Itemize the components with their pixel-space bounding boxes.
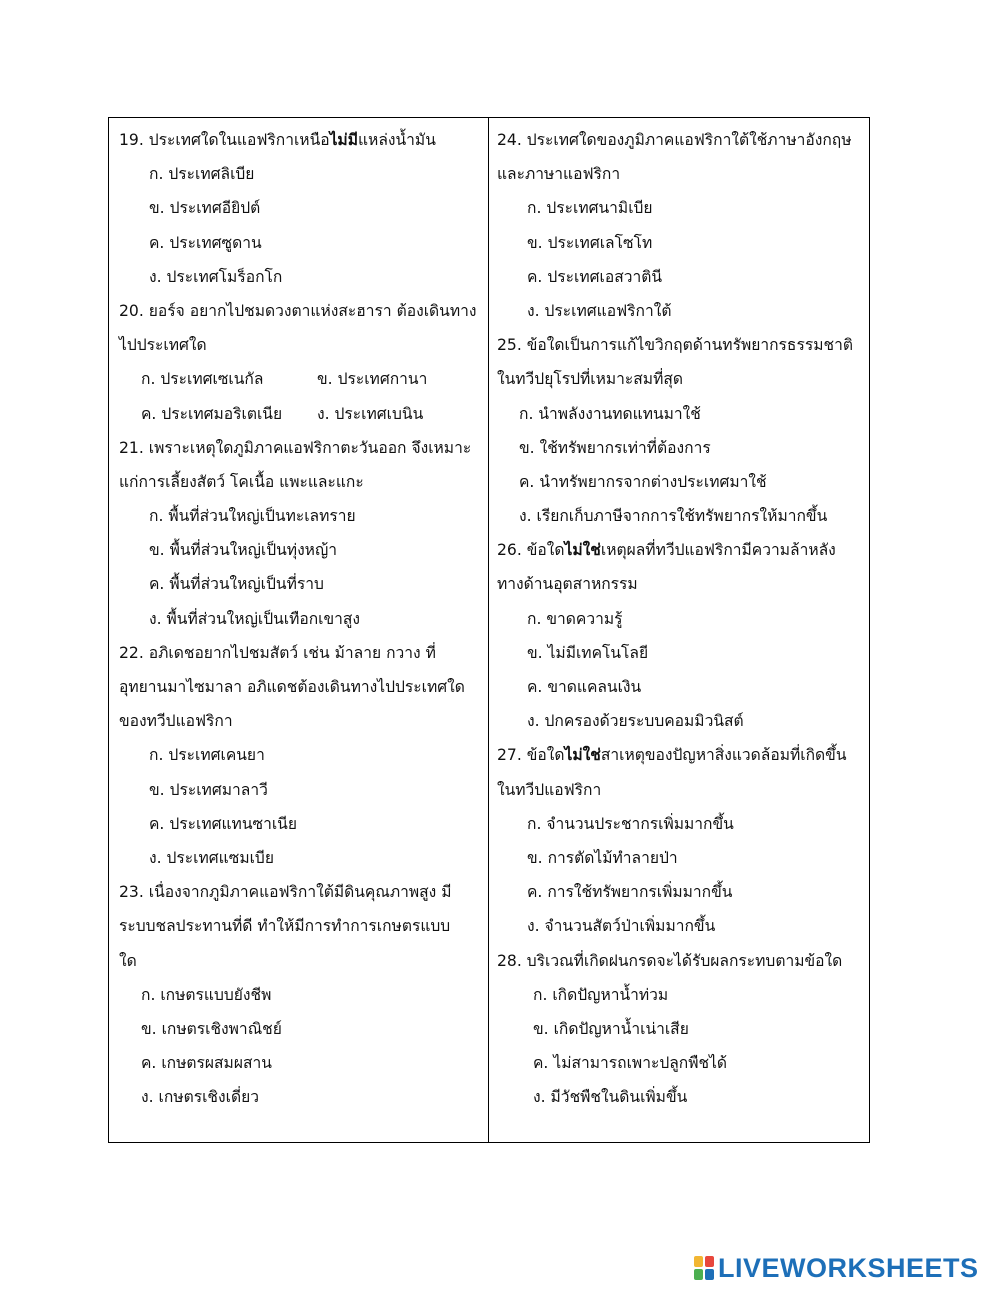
- question-text: เหตุผลที่ทวีปแอฟริกามีความล้าหลัง: [600, 541, 836, 560]
- logo-tile: [694, 1256, 703, 1267]
- option[interactable]: ก. ประเทศลิเบีย: [149, 165, 255, 184]
- option[interactable]: ง. ประเทศแอฟริกาใต้: [527, 301, 672, 320]
- option[interactable]: ค. ไม่สามารถเพาะปลูกพืชได้: [533, 1054, 728, 1073]
- brand-text: LIVEWORKSHEETS: [718, 1252, 979, 1283]
- emphasis-text: ไม่มี: [329, 131, 358, 149]
- question-22: 22. อภิเดชอยากไปชมสัตว์ เช่น ม้าลาย กวาง ที่: [119, 643, 436, 662]
- emphasis-text: ไม่ใช่: [564, 541, 601, 560]
- option[interactable]: ข. การตัดไม้ทำลายป่า: [527, 848, 678, 867]
- option[interactable]: ข. เกิดปัญหาน้ำเน่าเสีย: [533, 1019, 689, 1038]
- option[interactable]: ข. ไม่มีเทคโนโลยี: [527, 643, 649, 662]
- option[interactable]: ง. มีวัชพืชในดินเพิ่มขึ้น: [533, 1088, 688, 1107]
- question-text: 26. ข้อใด: [497, 541, 565, 560]
- right-column: [489, 118, 869, 1142]
- question-24: 24. ประเทศใดของภูมิภาคแอฟริกาใต้ใช้ภาษาอังกฤษ: [497, 131, 852, 149]
- question-22-cont: อุทยานมาไซมาลา อภิแดชต้องเดินทางไปประเทศใด: [119, 678, 465, 696]
- emphasis-text: ไม่ใช่: [564, 746, 601, 765]
- option-row: [119, 362, 480, 396]
- question-21: 21. เพราะเหตุใดภูมิภาคแอฟริกาตะวันออก จึงเหมาะ: [119, 438, 472, 457]
- option[interactable]: ข. เกษตรเชิงพาณิชย์: [141, 1019, 282, 1038]
- question-20: 20. ยอร์จ อยากไปชมดวงตาแห่งสะฮารา ต้องเดินทาง: [119, 301, 477, 320]
- question-22-cont: ของทวีปแอฟริกา: [119, 712, 233, 731]
- question-25: 25. ข้อใดเป็นการแก้ไขวิกฤตด้านทรัพยากรธรรมชาติ: [497, 336, 853, 355]
- option[interactable]: ก. นำพลังงานทดแทนมาใช้: [519, 404, 701, 423]
- question-20-cont: ไปประเทศใด: [119, 336, 207, 355]
- question-27-cont: ในทวีปแอฟริกา: [497, 780, 602, 799]
- question-25-cont: ในทวีปยุโรปที่เหมาะสมที่สุด: [497, 370, 684, 389]
- question-26: [497, 533, 861, 567]
- option[interactable]: ง. ปกครองด้วยระบบคอมมิวนิสต์: [527, 712, 744, 731]
- option[interactable]: ก. พื้นที่ส่วนใหญ่เป็นทะเลทราย: [149, 507, 356, 526]
- option[interactable]: ก. ขาดความรู้: [527, 609, 623, 628]
- question-text: 27. ข้อใด: [497, 746, 565, 765]
- option[interactable]: ค. ประเทศเอสวาตินี: [527, 267, 663, 286]
- question-26-cont: ทางด้านอุตสาหกรรม: [497, 575, 638, 594]
- question-24-cont: และภาษาแอฟริกา: [497, 165, 621, 184]
- option[interactable]: ก. ประเทศนามิเบีย: [527, 199, 653, 218]
- option[interactable]: ง. ประเทศโมร็อกโก: [149, 267, 283, 286]
- option[interactable]: ข. พื้นที่ส่วนใหญ่เป็นทุ่งหญ้า: [149, 541, 338, 560]
- option[interactable]: ค. นำทรัพยากรจากต่างประเทศมาใช้: [519, 472, 767, 491]
- option[interactable]: ง. เรียกเก็บภาษีจากการใช้ทรัพยากรให้มากขึ้น: [519, 507, 828, 526]
- question-text: 19. ประเทศใดในแอฟริกาเหนือ: [119, 131, 330, 149]
- option[interactable]: ข. ประเทศอียิปต์: [149, 199, 261, 218]
- option[interactable]: ง. ประเทศแซมเบีย: [149, 848, 274, 867]
- logo-tile: [705, 1256, 714, 1267]
- option[interactable]: ง. เกษตรเชิงเดี่ยว: [141, 1088, 259, 1107]
- option-row: [119, 397, 480, 431]
- option[interactable]: ก. ประเทศเคนยา: [149, 746, 265, 765]
- option[interactable]: ข. ประเทศมาลาวี: [149, 780, 268, 799]
- option[interactable]: ค. การใช้ทรัพยากรเพิ่มมากขึ้น: [527, 883, 733, 902]
- question-28: 28. บริเวณที่เกิดฝนกรดจะได้รับผลกระทบตามข้อใด: [497, 951, 843, 970]
- option[interactable]: ก. จำนวนประชากรเพิ่มมากขึ้น: [527, 814, 734, 833]
- option[interactable]: ค. ขาดแคลนเงิน: [527, 678, 642, 696]
- option[interactable]: ง. พื้นที่ส่วนใหญ่เป็นเทือกเขาสูง: [149, 609, 361, 628]
- option[interactable]: ง. ประเทศเบนิน: [317, 404, 424, 423]
- option[interactable]: ค. ประเทศซูดาน: [149, 233, 262, 252]
- option[interactable]: ก. เกิดปัญหาน้ำท่วม: [533, 985, 669, 1004]
- option[interactable]: ข. ประเทศเลโซโท: [527, 233, 653, 252]
- logo-tile: [694, 1269, 703, 1280]
- liveworksheets-logo: [694, 1253, 979, 1283]
- logo-tile: [705, 1269, 714, 1280]
- option[interactable]: ก. ประเทศเซเนกัล: [141, 370, 264, 389]
- option[interactable]: ก. เกษตรแบบยังชีพ: [141, 985, 272, 1004]
- question-23-cont: ใด: [119, 951, 137, 970]
- worksheet-table: [108, 117, 870, 1143]
- question-23: 23. เนื่องจากภูมิภาคแอฟริกาใต้มีดินคุณภาพสูง มี: [119, 883, 452, 902]
- question-19: [119, 123, 480, 157]
- left-column: [109, 118, 489, 1142]
- option[interactable]: ง. จำนวนสัตว์ป่าเพิ่มมากขึ้น: [527, 917, 716, 936]
- question-21-cont: แก่การเลี้ยงสัตว์ โคเนื้อ แพะและแกะ: [119, 472, 364, 491]
- option[interactable]: ข. ใช้ทรัพยากรเท่าที่ต้องการ: [519, 438, 711, 457]
- option[interactable]: ค. เกษตรผสมผสาน: [141, 1054, 272, 1073]
- option[interactable]: ค. พื้นที่ส่วนใหญ่เป็นที่ราบ: [149, 575, 324, 594]
- question-text: สาเหตุของปัญหาสิ่งแวดล้อมที่เกิดขึ้น: [600, 746, 847, 765]
- liveworksheets-icon: [694, 1256, 714, 1280]
- question-27: [497, 738, 861, 772]
- option[interactable]: ค. ประเทศแทนซาเนีย: [149, 814, 297, 833]
- option[interactable]: ค. ประเทศมอริเตเนีย: [141, 404, 283, 423]
- question-text: แหล่งน้ำมัน: [358, 131, 436, 149]
- question-23-cont: ระบบชลประทานที่ดี ทำให้มีการทำการเกษตรแบบ: [119, 917, 451, 936]
- option[interactable]: ข. ประเทศกานา: [317, 370, 428, 389]
